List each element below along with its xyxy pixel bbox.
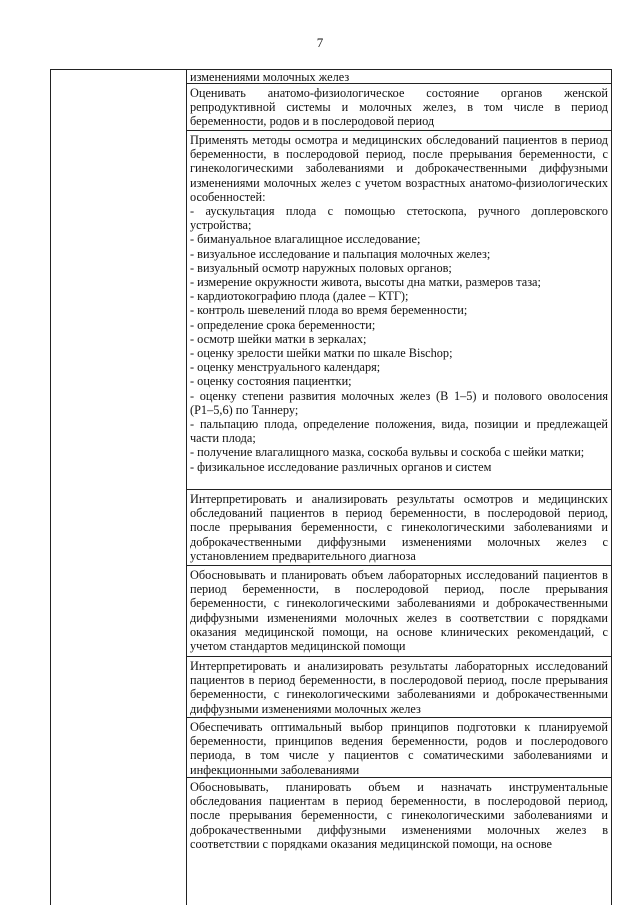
table-left-column [51, 70, 187, 905]
list-item: - визуальный осмотр наружных половых органов; [190, 260, 452, 275]
table-row [187, 70, 611, 84]
list-item: - визуальное исследование и пальпация молочных желез; [190, 246, 491, 261]
table-row [187, 566, 611, 657]
table-row [187, 657, 611, 718]
list-item: - оценку зрелости шейки матки по шкале Bischop; [190, 346, 453, 361]
table-row [187, 490, 611, 566]
table-row [187, 718, 611, 778]
competency-table [50, 69, 612, 905]
row-text: Интерпретировать и анализировать результаты осмотров и медицинских обследований пациентов в период беременности, в послеродовой период, после прерывания беременности, с гинекологическими заболеваниями и доброкачественными диффузными изменениями молочных желез с установлением предварительного диагноза [190, 492, 608, 563]
list-item: - получение влагалищного мазка, соскоба вульвы и соскоба с шейки матки; [190, 445, 585, 460]
list-item: - аускультация плода с помощью стетоскопа, ручного доплеровского устройства; [190, 204, 608, 233]
row-text: изменениями молочных желез [190, 70, 350, 84]
list-item: - пальпацию плода, определение положения, вида, позиции и предлежащей части плода; [190, 417, 608, 446]
table-right-column [187, 70, 611, 905]
list-item: - оценку состояния пациентки; [190, 374, 352, 389]
list-item: - бимануальное влагалищное исследование; [190, 232, 421, 247]
row-text: Обосновывать, планировать объем и назначать инструментальные обследования пациентам в период беременности, в послеродовой период, после прерывания беременности, с гинекологическими заболеваниями и доброкачественными диффузными изменениями молочных желез в соответствии с порядками оказания медицинской помощи, на основе [190, 780, 608, 851]
list-item: - контроль шевелений плода во время беременности; [190, 303, 468, 318]
list-item: - физикальное исследование различных органов и систем [190, 459, 492, 474]
list-item: - оценку менструального календаря; [190, 360, 381, 375]
row-text: Интерпретировать и анализировать результаты лабораторных исследований пациентов в период беременности, в послеродовой период, после прерывания беременности, с гинекологическими заболеваниями и доброкачественными диффузными изменениями молочных желез [190, 659, 608, 716]
page-number: 7 [316, 35, 324, 50]
table-row [187, 778, 611, 906]
table-row [187, 84, 611, 131]
list-item: - кардиотокографию плода (далее – КТГ); [190, 289, 409, 304]
row-text: Применять методы осмотра и медицинских обследований пациентов в период беременности, в послеродовой период, после прерывания беременности, с гинекологическими заболеваниями и доброкачественными диффузными изменениями молочных желез с учетом возрастных анатомо-физиологических особенностей: [190, 133, 608, 204]
row-text: Обеспечивать оптимальный выбор принципов подготовки к планируемой беременности, принципов ведения беременности, родов и послеродового периода, в том числе у пациентов с соматическими заболеваниями и инфекционными заболеваниями [190, 720, 608, 777]
list-item: - осмотр шейки матки в зеркалах; [190, 331, 367, 346]
row-text: Оценивать анатомо-физиологическое состояние органов женской репродуктивной системы и молочных желез, в том числе в период беременности, родов и в послеродовой период [190, 86, 608, 129]
list-item: - измерение окружности живота, высоты дна матки, размеров таза; [190, 275, 541, 290]
list-item: - оценку степени развития молочных желез (В 1–5) и полового оволосения (Р1–5,6) по Таннеру; [190, 388, 608, 417]
list-item: - определение срока беременности; [190, 317, 376, 332]
table-row [187, 131, 611, 490]
row-text: Обосновывать и планировать объем лабораторных исследований пациентов в период беременности, в послеродовой период, после прерывания беременности, с гинекологическими заболеваниями и доброкачественными диффузными изменениями молочных желез в соответствии с порядками оказания медицинской помощи, на основе клинических рекомендаций, с учетом стандартов медицинской помощи [190, 568, 608, 654]
